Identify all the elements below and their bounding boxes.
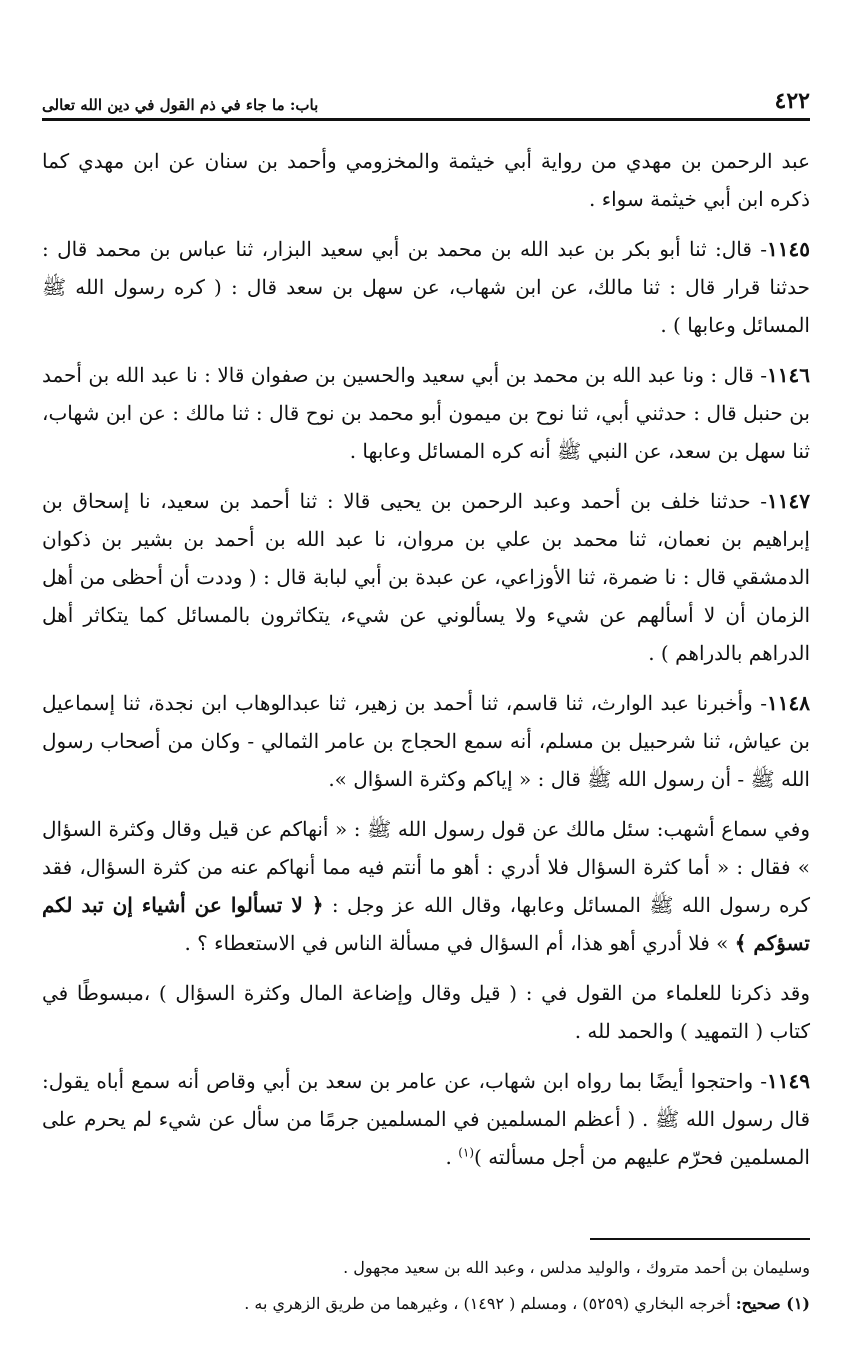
header-rule [42,118,810,121]
paragraph-text: وفي سماع أشهب: سئل مالك عن قول رسول الله ﷺ : « أنهاكم عن قيل وقال وكثرة السؤال » فقال : « أما كثرة السؤال فلا أدري : أهو ما أنتم فيه مما أنهاكم عنه من كثرة السؤال، فقد كره رسول الله ﷺ المسائل وعابها، وقال الله عز وجل : [42,817,810,917]
paragraph-intro [42,142,810,218]
footnote-label: (١) صحيح: [735,1294,810,1313]
hadith-number: ١١٤٦ [767,363,810,387]
paragraph-text: - قال : ونا عبد الله بن محمد بن أبي سعيد والحسين بن صفوان قالا : نا عبد الله بن أحمد بن حنبل قال : حدثني أبي، ثنا نوح بن ميمون أبو محمد بن نوح قال : ثنا مالك : عن ابن شهاب، ثنا سهل بن سعد، عن النبي ﷺ أنه كره المسائل وعابها . [42,363,810,463]
hadith-number: ١١٤٨ [767,691,810,715]
paragraph-text: وقد ذكرنا للعلماء من القول في : ( قيل وقال وإضاعة المال وكثرة السؤال ) ،مبسوطًا في كتاب ( التمهيد ) والحمد لله . [42,981,810,1043]
paragraph-text: - حدثنا خلف بن أحمد وعبد الرحمن بن يحيى قالا : ثنا أحمد بن سعيد، نا إسحاق بن إبراهيم بن نعمان، ثنا محمد بن علي بن مروان، نا عبد الله بن أحمد بن بشير بن ذكوان الدمشقي قال : نا ضمرة، ثنا الأوزاعي، عن عبدة بن أبي لبابة قال : ( وددت أن أحظى من أهل الزمان أن لا أسألهم عن شيء ولا يسألوني عن شيء، يتكاثرون بالمسائل كما يتكاثر أهل الدراهم بالدراهم ) . [42,489,810,665]
paragraph-tamhid [42,974,810,1050]
hadith-number: ١١٤٩ [767,1069,811,1093]
footnote-1 [42,1286,810,1322]
paragraph-text: عبد الرحمن بن مهدي من رواية أبي خيثمة والمخزومي وأحمد بن سنان عن ابن مهدي كما ذكره ابن أبي خيثمة سواء . [42,149,810,211]
paragraph-text: - قال: ثنا أبو بكر بن عبد الله بن محمد بن أبي سعيد البزار، ثنا عباس بن محمد قال : حدثنا قرار قال : ثنا مالك، عن ابن شهاب، عن سهل بن سعد قال : ( كره رسول الله ﷺ المسائل وعابها ) . [42,237,810,337]
chapter-title: باب: ما جاء في ذم القول في دين الله تعالى [42,96,319,114]
paragraph-1146 [42,356,810,470]
paragraph-1147 [42,482,810,672]
paragraph-text: » فلا أدري أهو هذا، أم السؤال في مسألة الناس في الاستعطاء ؟ . [184,931,735,955]
footnotes [42,1250,810,1322]
hadith-number: ١١٤٥ [767,237,810,261]
page-number: ٤٢٢ [774,88,810,114]
paragraph-ashhab [42,810,810,962]
footnote-continued: وسليمان بن أحمد متروك ، والوليد مدلس ، وعبد الله بن سعيد مجهول . [343,1258,810,1277]
paragraph-1149 [42,1062,810,1176]
footnote-text: أخرجه البخاري (٥٢٥٩) ، ومسلم ( ١٤٩٢) ، وغيرهما من طريق الزهري به . [244,1294,736,1313]
paragraph-1145 [42,230,810,344]
paragraph-text: - واحتجوا أيضًا بما رواه ابن شهاب، عن عامر بن سعد بن أبي وقاص أنه سمع أباه يقول: قال رسول الله ﷺ . ( أعظم المسلمين في المسلمين جرمًا من سأل عن شيء لم يحرم على المسلمين فحرّم عليهم من أجل مسألته ) [42,1069,810,1169]
paragraph-1148 [42,684,810,798]
quran-verse: ﴿ لا تسألوا عن أشياء إن تبد لكم تسؤكم ﴾ [42,893,810,955]
paragraph-text: - وأخبرنا عبد الوارث، ثنا قاسم، ثنا أحمد بن زهير، ثنا عبدالوهاب ابن نجدة، ثنا إسماعيل بن عياش، ثنا شرحبيل بن مسلم، أنه سمع الحجاج بن عامر الثمالي - وكان من أصحاب رسول الله ﷺ - أن رسول الله ﷺ قال : « إياكم وكثرة السؤال ». [42,691,810,791]
main-text [42,142,810,1188]
footnote-reference[interactable]: (١) [458,1145,475,1160]
footnote-rule [590,1238,810,1240]
hadith-number: ١١٤٧ [767,489,810,513]
paragraph-end: . [445,1145,459,1169]
running-header [42,86,810,114]
